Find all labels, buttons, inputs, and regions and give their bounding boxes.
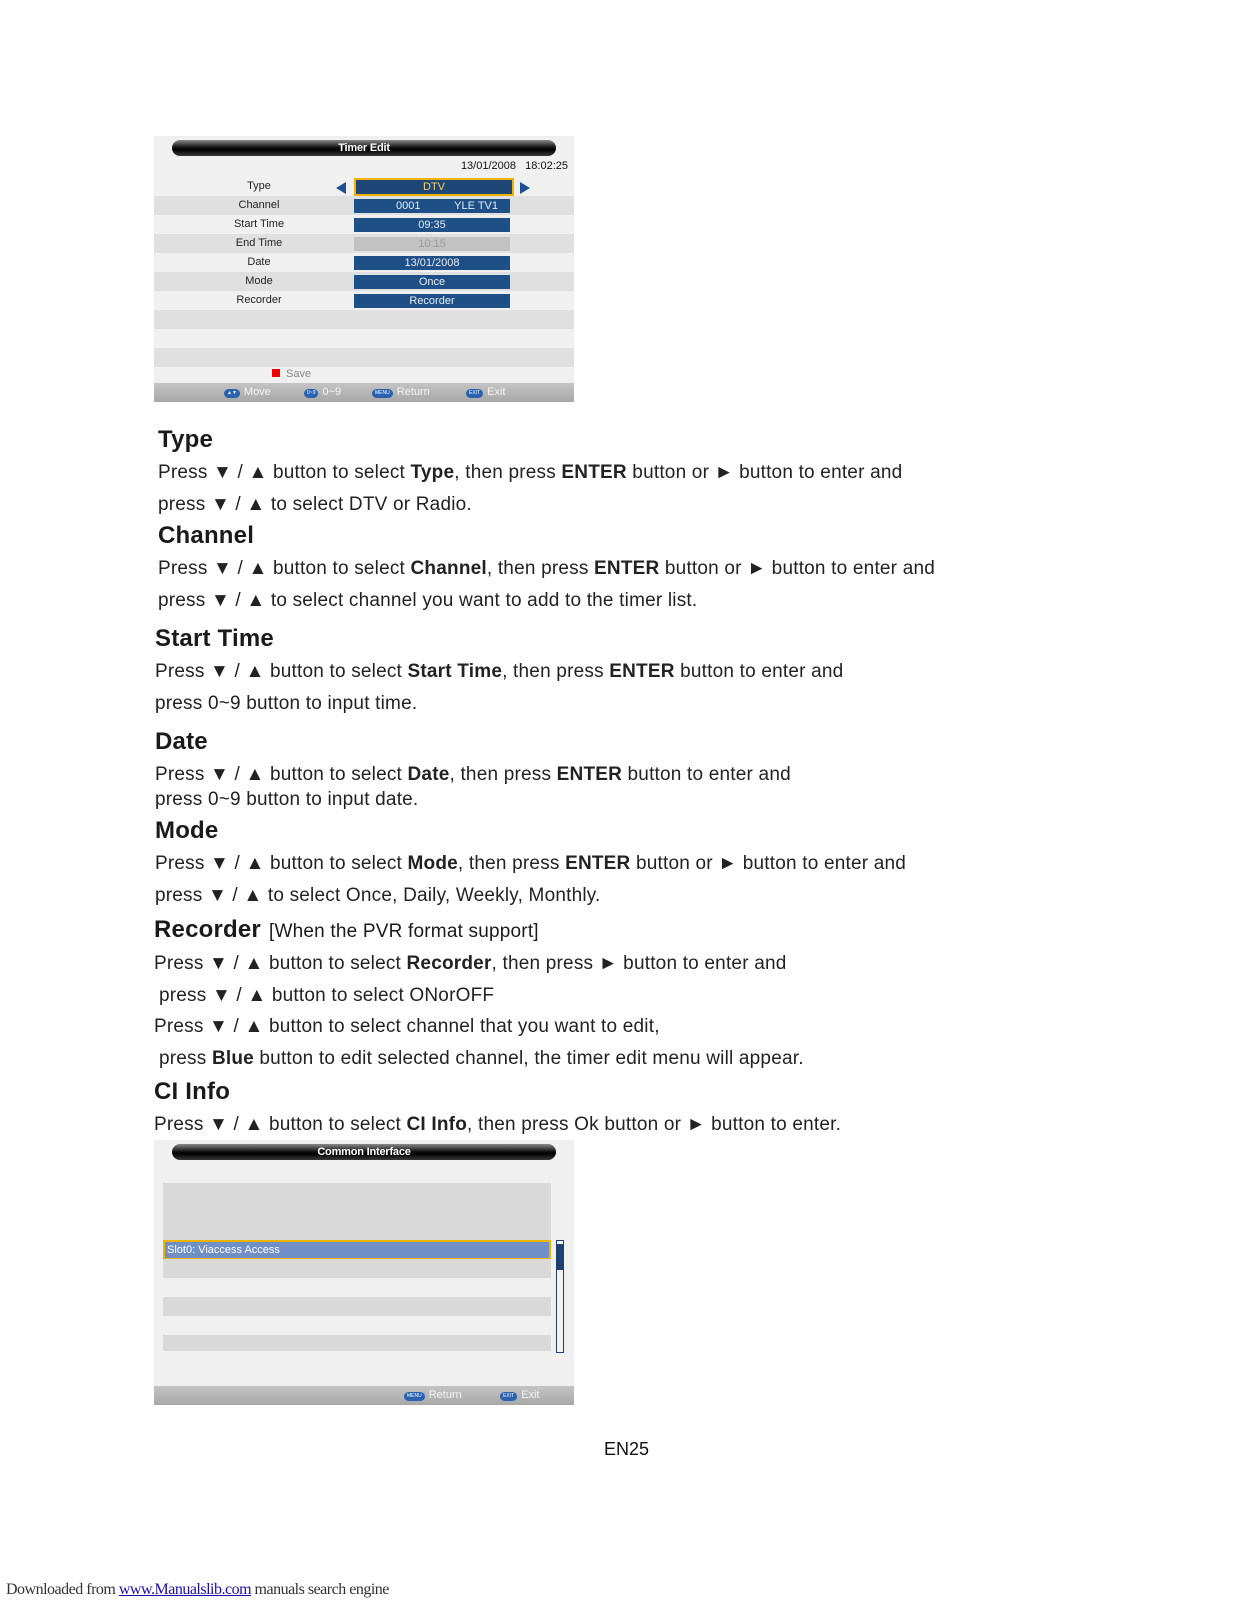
heading-ci-info: CI Info	[154, 1078, 231, 1105]
timer-row-channel[interactable]	[154, 196, 574, 215]
exit-key-icon: EXIT	[466, 389, 483, 398]
date-line-1: Press ▼ / ▲ button to select Date, then press ENTER button to enter and	[155, 764, 791, 785]
mode-value[interactable]: Once	[354, 275, 510, 289]
save-hint[interactable]	[272, 368, 311, 380]
empty-row	[163, 1278, 551, 1297]
date-line-2: press 0~9 button to input date.	[155, 789, 419, 810]
clock-date: 13/01/2008	[460, 160, 516, 172]
credit-suffix: manuals search engine	[251, 1581, 389, 1598]
heading-date: Date	[155, 728, 208, 755]
recorder-line-3: Press ▼ / ▲ button to select channel that you want to edit,	[154, 1016, 660, 1037]
empty-row	[154, 329, 574, 348]
scroll-thumb[interactable]	[557, 1244, 563, 1270]
ci-slot-item[interactable]: Slot0: Viaccess Access	[163, 1240, 551, 1260]
start-time-value[interactable]: 09:35	[354, 218, 510, 232]
type-line-1: Press ▼ / ▲ button to select Type, then press ENTER button or ► button to enter and	[158, 462, 903, 483]
return-hint	[404, 1389, 462, 1402]
ci-info-line-1: Press ▼ / ▲ button to select CI Info, then press Ok button or ► button to enter.	[154, 1114, 842, 1135]
exit-label: Exit	[487, 386, 506, 398]
row-label: Start Time	[233, 218, 285, 230]
exit-hint	[500, 1389, 539, 1402]
empty-row	[163, 1316, 551, 1335]
row-label: Recorder	[236, 294, 282, 306]
digits-key-icon: 0~9	[304, 389, 318, 398]
clock-time: 18:02:25	[525, 160, 568, 172]
channel-line-2: press ▼ / ▲ to select channel you want to add to the timer list.	[158, 590, 698, 611]
mode-line-1: Press ▼ / ▲ button to select Mode, then press ENTER button or ► button to enter and	[155, 853, 907, 874]
empty-row	[154, 310, 574, 329]
move-hint	[224, 386, 271, 399]
heading-type: Type	[158, 426, 214, 453]
timer-edit-clock	[461, 160, 568, 172]
empty-row	[163, 1297, 551, 1316]
download-credit	[6, 1581, 389, 1599]
digits-label: 0~9	[322, 386, 342, 398]
updown-key-icon: ▲▼	[224, 389, 240, 398]
recorder-line-4: press Blue button to edit selected channel, the timer edit menu will appear.	[159, 1048, 804, 1069]
timer-edit-footer	[154, 383, 574, 402]
recorder-line-2: press ▼ / ▲ button to select ONorOFF	[159, 985, 495, 1006]
timer-row-end-time	[154, 234, 574, 253]
end-time-value: 10:15	[354, 237, 510, 251]
timer-row-mode[interactable]	[154, 272, 574, 291]
digits-hint	[304, 386, 341, 399]
heading-recorder: Recorder [When the PVR format support]	[154, 916, 539, 943]
recorder-line-1: Press ▼ / ▲ button to select Recorder, then press ► button to enter and	[154, 953, 787, 974]
save-label: Save	[286, 368, 312, 380]
channel-number: 0001	[396, 200, 421, 212]
credit-prefix: Downloaded from	[6, 1581, 119, 1598]
date-value[interactable]: 13/01/2008	[354, 256, 510, 270]
channel-name: YLE TV1	[454, 200, 498, 212]
timer-row-start-time[interactable]	[154, 215, 574, 234]
empty-row	[154, 348, 574, 367]
menu-key-icon: MENU	[404, 1392, 425, 1401]
page-number: EN25	[604, 1439, 650, 1459]
row-label: Channel	[238, 199, 280, 211]
type-line-2: press ▼ / ▲ to select DTV or Radio.	[158, 494, 472, 515]
timer-row-recorder[interactable]	[154, 291, 574, 310]
heading-channel: Channel	[158, 522, 255, 549]
mode-line-2: press ▼ / ▲ to select Once, Daily, Weekly, Monthly.	[155, 885, 601, 906]
row-label: Mode	[245, 275, 273, 287]
ci-slot-list	[163, 1183, 551, 1351]
common-interface-panel	[154, 1140, 574, 1405]
type-value[interactable]: DTV	[354, 178, 514, 196]
empty-row	[163, 1259, 551, 1278]
timer-edit-panel	[154, 136, 574, 402]
exit-key-icon: EXIT	[500, 1392, 517, 1401]
move-label: Move	[243, 386, 271, 398]
ci-footer	[154, 1386, 574, 1405]
row-label: Date	[247, 256, 271, 268]
start-time-line-1: Press ▼ / ▲ button to select Start Time, then press ENTER button to enter and	[155, 661, 844, 682]
start-time-line-2: press 0~9 button to input time.	[155, 693, 418, 714]
heading-start-time: Start Time	[155, 625, 274, 652]
channel-line-1: Press ▼ / ▲ button to select Channel, then press ENTER button or ► button to enter and	[158, 558, 935, 579]
ci-scrollbar[interactable]	[556, 1240, 564, 1353]
arrow-left-icon[interactable]	[336, 182, 346, 194]
manualslib-link[interactable]: www.Manualslib.com	[118, 1581, 252, 1598]
timer-row-date[interactable]	[154, 253, 574, 272]
menu-key-icon: MENU	[372, 389, 393, 398]
common-interface-title: Common Interface	[172, 1144, 556, 1160]
channel-value[interactable]	[354, 199, 510, 213]
return-label: Return	[428, 1389, 462, 1401]
red-key-icon	[272, 369, 280, 377]
heading-mode: Mode	[155, 817, 219, 844]
arrow-right-icon[interactable]	[520, 182, 530, 194]
row-label: End Time	[235, 237, 283, 249]
recorder-note: [When the PVR format support]	[268, 921, 539, 942]
return-hint	[372, 386, 430, 399]
empty-row	[163, 1335, 551, 1351]
timer-row-type[interactable]	[154, 177, 574, 196]
exit-hint	[466, 386, 505, 399]
empty-row	[163, 1183, 551, 1240]
timer-edit-title: Timer Edit	[172, 140, 556, 156]
recorder-value[interactable]: Recorder	[354, 294, 510, 308]
return-label: Return	[396, 386, 430, 398]
exit-label: Exit	[521, 1389, 540, 1401]
row-label: Type	[247, 180, 271, 192]
